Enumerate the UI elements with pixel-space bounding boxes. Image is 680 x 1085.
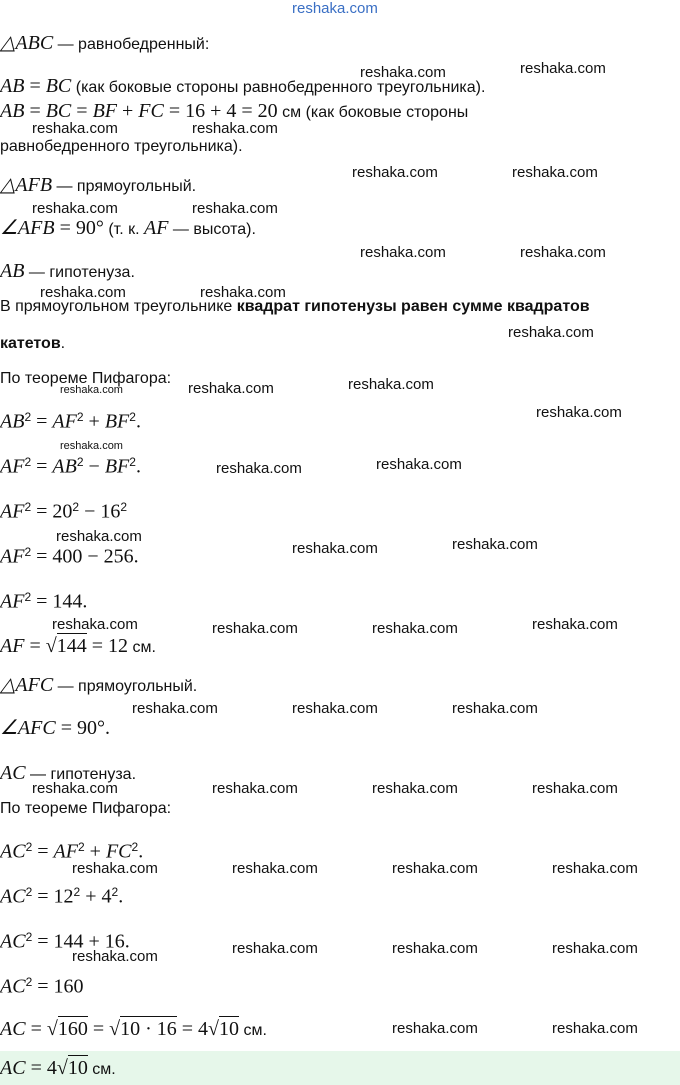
watermark: reshaka.com — [40, 284, 126, 301]
line-triangle-abc: △ABC — равнобедренный: — [0, 32, 210, 54]
line-triangle-afc: △AFC — прямоугольный. — [0, 674, 198, 696]
watermark: reshaka.com — [520, 60, 606, 77]
watermark: reshaka.com — [60, 440, 123, 452]
eq-4: $AF^2 = 400 - 256$. — [0, 545, 139, 568]
line-theorem-1: В прямоугольном треугольнике квадрат гипотенузы равен сумме квадратов — [0, 298, 590, 315]
watermark: reshaka.com — [32, 780, 118, 797]
eq-2: $AF^2 = AB^2 - BF^2$. — [0, 455, 141, 478]
watermark: reshaka.com — [192, 200, 278, 217]
watermark: reshaka.com — [360, 244, 446, 261]
watermark: reshaka.com — [352, 164, 438, 181]
watermark: reshaka.com — [232, 860, 318, 877]
watermark: reshaka.com — [56, 528, 142, 545]
eq-8: $AC^2 = 12^2 + 4^2$. — [0, 885, 124, 908]
watermark: reshaka.com — [292, 540, 378, 557]
watermark: reshaka.com — [552, 1020, 638, 1037]
watermark: reshaka.com — [512, 164, 598, 181]
eq-5: $AF^2 = 144$. — [0, 590, 88, 613]
line-pythagoras-1: По теореме Пифагора: — [0, 370, 172, 387]
watermark: reshaka.com — [216, 460, 302, 477]
watermark: reshaka.com — [232, 940, 318, 957]
eq-10: $AC^2 = 160$ — [0, 975, 84, 998]
eq-1: $AB^2 = AF^2 + BF^2$. — [0, 410, 141, 433]
eq-11: AC = √160 = √10 · 16 = 4√10 см. — [0, 1018, 267, 1040]
watermark: reshaka.com — [532, 780, 618, 797]
watermark: reshaka.com — [132, 700, 218, 717]
watermark: reshaka.com — [292, 700, 378, 717]
line-ab-bc: AB = BC (как боковые стороны равнобедренного треугольника). — [0, 75, 486, 97]
watermark: reshaka.com — [360, 64, 446, 81]
watermark: reshaka.com — [452, 536, 538, 553]
watermark: reshaka.com — [72, 948, 158, 965]
watermark: reshaka.com — [372, 620, 458, 637]
watermark: reshaka.com — [72, 860, 158, 877]
eq-7: $AC^2 = AF^2 + FC^2$. — [0, 840, 144, 863]
eq-3: $AF^2 = 20^2 - 16^2$ — [0, 500, 128, 523]
watermark: reshaka.com — [376, 456, 462, 473]
watermark: reshaka.com — [392, 1020, 478, 1037]
watermark: reshaka.com — [536, 404, 622, 421]
watermark: reshaka.com — [552, 940, 638, 957]
line-ac-hyp: AC — гипотенуза. — [0, 762, 137, 784]
line-angle-afb: ∠AFB = 90° (т. к. AF — высота). — [0, 217, 256, 239]
watermark: reshaka.com — [392, 860, 478, 877]
watermark: reshaka.com — [392, 940, 478, 957]
watermark: reshaka.com — [508, 324, 594, 341]
watermark: reshaka.com — [60, 384, 123, 396]
line-theorem-2: катетов. — [0, 335, 66, 352]
watermark: reshaka.com — [32, 200, 118, 217]
watermark: reshaka.com — [212, 620, 298, 637]
line-angle-afc: ∠AFC = 90°. — [0, 717, 110, 739]
final-answer: AC = 4√10 см. — [0, 1057, 116, 1079]
eq-6: AF = √144 = 12 см. — [0, 635, 156, 657]
watermark: reshaka.com — [192, 120, 278, 137]
watermark: reshaka.com — [552, 860, 638, 877]
watermark: reshaka.com — [200, 284, 286, 301]
line-ab-sum-cont: равнобедренного треугольника). — [0, 138, 243, 155]
line-ab-sum: AB = BC = BF + FC = 16 + 4 = 20 см (как боковые стороны — [0, 100, 469, 122]
watermark: reshaka.com — [52, 616, 138, 633]
watermark: reshaka.com — [212, 780, 298, 797]
watermark: reshaka.com — [348, 376, 434, 393]
watermark: reshaka.com — [372, 780, 458, 797]
watermark: reshaka.com — [188, 380, 274, 397]
line-triangle-afb: △AFB — прямоугольный. — [0, 174, 197, 196]
watermark: reshaka.com — [32, 120, 118, 137]
eq-9: $AC^2 = 144 + 16$. — [0, 930, 130, 953]
watermark: reshaka.com — [520, 244, 606, 261]
watermark: reshaka.com — [452, 700, 538, 717]
line-ab-hyp: AB — гипотенуза. — [0, 260, 135, 282]
site-link[interactable]: reshaka.com — [292, 0, 378, 17]
line-pythagoras-2: По теореме Пифагора: — [0, 800, 172, 817]
watermark: reshaka.com — [532, 616, 618, 633]
